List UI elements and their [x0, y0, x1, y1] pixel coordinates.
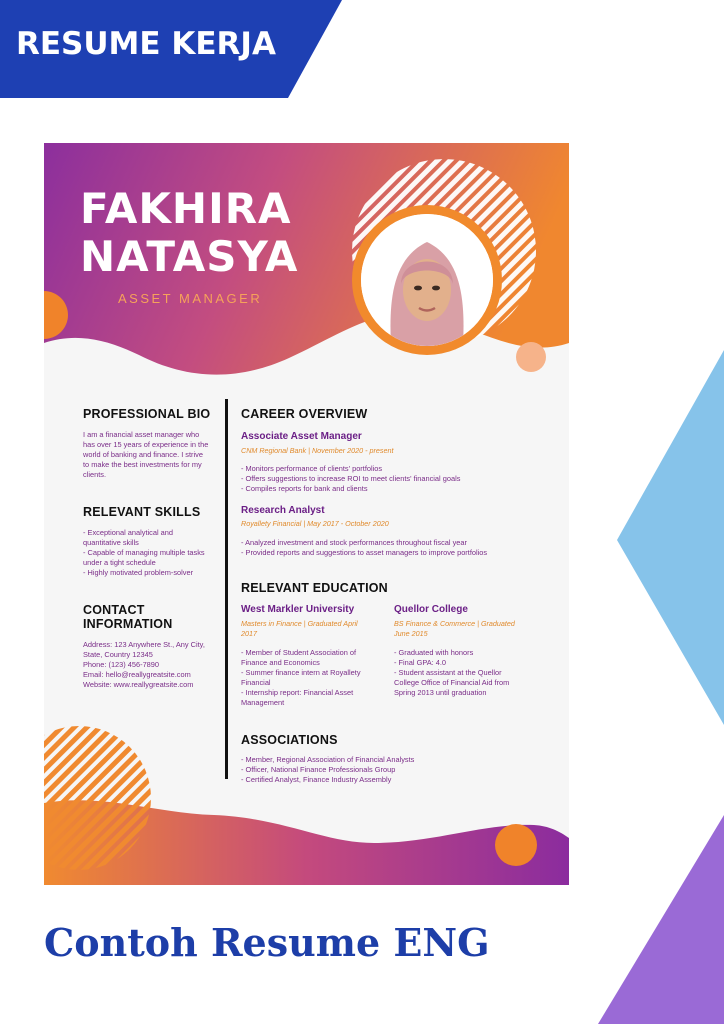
- job-subtitle: Royallety Financial | May 2017 - October 2020: [241, 519, 389, 528]
- banner-title: RESUME KERJA: [16, 26, 276, 62]
- contact-heading: CONTACT INFORMATION: [83, 603, 173, 631]
- school-subtitle: Masters in Finance | Graduated April 2017: [241, 619, 358, 638]
- bio-heading: PROFESSIONAL BIO: [83, 407, 211, 421]
- career-heading: CAREER OVERVIEW: [241, 407, 368, 421]
- skills-list: - Exceptional analytical and quantitative skills - Capable of managing multiple tasks under a tight schedule - Highly motivated problem-solver: [83, 528, 205, 577]
- job-duties: - Monitors performance of clients' portfolios - Offers suggestions to increase ROI to meet clients' financial goals - Compiles reports for bank and clients: [241, 464, 461, 493]
- portrait-illustration: [361, 214, 493, 346]
- footer-title: Contoh Resume ENG: [44, 920, 490, 965]
- school-details: - Member of Student Association of Finance and Economics - Summer finance intern at Royallety Financial - Internship report: Financial Asset Management: [241, 648, 361, 707]
- school-details: - Graduated with honors - Final GPA: 4.0 - Student assistant at the Quellor College Office of Financial Aid from Spring 2013 until graduation: [394, 648, 510, 697]
- job-title: Associate Asset Manager: [241, 431, 362, 442]
- associations-list: - Member, Regional Association of Financial Analysts - Officer, National Finance Professionals Group - Certified Analyst, Finance Industry Assembly: [241, 755, 415, 784]
- job-title: Research Analyst: [241, 505, 325, 516]
- resume-page: [44, 143, 569, 885]
- education-heading: RELEVANT EDUCATION: [241, 581, 388, 595]
- school-title: Quellor College: [394, 604, 468, 615]
- candidate-name: FAKHIRA NATASYA: [80, 184, 299, 281]
- column-divider: [225, 399, 228, 779]
- skills-heading: RELEVANT SKILLS: [83, 505, 201, 519]
- contact-details: Address: 123 Anywhere St., Any City, State, Country 12345 Phone: (123) 456-7890 Email: hello@reallygreatsite.com Website: www.reallygreatsite.com: [83, 640, 205, 689]
- job-subtitle: CNM Regional Bank | November 2020 - present: [241, 446, 394, 455]
- profile-photo-frame: [352, 205, 502, 355]
- associations-heading: ASSOCIATIONS: [241, 733, 338, 747]
- school-subtitle: BS Finance & Commerce | Graduated June 2015: [394, 619, 515, 638]
- candidate-role: ASSET MANAGER: [118, 291, 263, 306]
- school-title: West Markler University: [241, 604, 355, 615]
- profile-photo: [361, 214, 493, 346]
- job-duties: - Analyzed investment and stock performances throughout fiscal year - Provided reports and suggestions to asset managers to improve portfolios: [241, 538, 488, 557]
- bio-text: I am a financial asset manager who has over 15 years of experience in the world of banking and finance. I strive to make the best investments for my clients.: [83, 430, 209, 479]
